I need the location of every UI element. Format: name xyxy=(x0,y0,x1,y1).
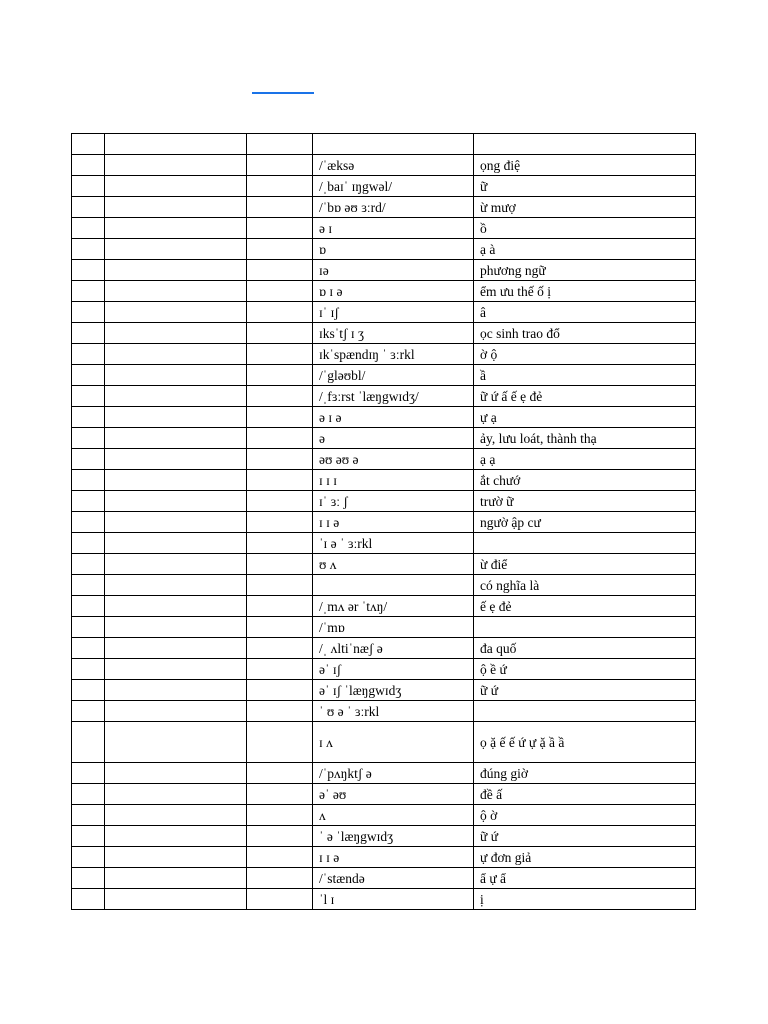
meaning-cell: ộ ờ xyxy=(474,805,696,826)
type-cell xyxy=(247,365,313,386)
type-cell xyxy=(247,826,313,847)
table-row xyxy=(72,763,696,784)
type-cell xyxy=(247,638,313,659)
number-cell xyxy=(72,784,105,805)
table-row xyxy=(72,323,696,344)
ipa-cell: /ˌ ʌltiˈnæʃ ə xyxy=(313,638,474,659)
table-row xyxy=(72,218,696,239)
word-cell xyxy=(105,260,247,281)
number-cell xyxy=(72,386,105,407)
word-cell xyxy=(105,407,247,428)
type-cell xyxy=(247,763,313,784)
ipa-cell: əʊ əʊ ə xyxy=(313,449,474,470)
meaning-cell: ữ ứ ấ ế ẹ đẻ xyxy=(474,386,696,407)
table-row xyxy=(72,386,696,407)
ipa-cell: ɪ ɪ ɪ xyxy=(313,470,474,491)
number-cell xyxy=(72,449,105,470)
word-cell xyxy=(105,554,247,575)
word-cell xyxy=(105,722,247,763)
number-cell xyxy=(72,344,105,365)
ipa-cell: /ˈpʌŋktʃ ə xyxy=(313,763,474,784)
word-cell xyxy=(105,239,247,260)
word-cell xyxy=(105,701,247,722)
table-row xyxy=(72,847,696,868)
table-row xyxy=(72,176,696,197)
ipa-cell: /ˌfɜːrst ˈlæŋgwɪdʒ/ xyxy=(313,386,474,407)
table-row xyxy=(72,617,696,638)
type-cell xyxy=(247,281,313,302)
number-cell xyxy=(72,826,105,847)
ipa-cell: ˈɪ ə ˈ ɜːrkl xyxy=(313,533,474,554)
table-row xyxy=(72,365,696,386)
type-cell xyxy=(247,260,313,281)
word-cell xyxy=(105,365,247,386)
meaning-cell: ọng điệ xyxy=(474,155,696,176)
meaning-cell: ểm ưu thế ố ị xyxy=(474,281,696,302)
meaning-cell xyxy=(474,533,696,554)
word-cell xyxy=(105,155,247,176)
word-cell xyxy=(105,805,247,826)
table-row xyxy=(72,722,696,763)
word-cell xyxy=(105,176,247,197)
type-cell xyxy=(247,847,313,868)
number-cell xyxy=(72,659,105,680)
table-row xyxy=(72,491,696,512)
meaning-cell: ừ mượ xyxy=(474,197,696,218)
meaning-cell: ị xyxy=(474,889,696,910)
word-cell xyxy=(105,512,247,533)
table-row xyxy=(72,680,696,701)
ipa-cell: /ˈæksə xyxy=(313,155,474,176)
table-row xyxy=(72,281,696,302)
type-cell xyxy=(247,722,313,763)
type-cell xyxy=(247,134,313,155)
number-cell xyxy=(72,428,105,449)
number-cell xyxy=(72,554,105,575)
number-cell xyxy=(72,134,105,155)
meaning-cell: ắt chướ xyxy=(474,470,696,491)
vocabulary-table xyxy=(71,133,696,910)
meaning-cell: có nghĩa là xyxy=(474,575,696,596)
type-cell xyxy=(247,617,313,638)
type-cell xyxy=(247,575,313,596)
meaning-cell: đúng giờ xyxy=(474,763,696,784)
hyperlink-underline[interactable] xyxy=(252,92,314,94)
meaning-cell: ữ xyxy=(474,176,696,197)
ipa-cell: ɒ xyxy=(313,239,474,260)
word-cell xyxy=(105,386,247,407)
meaning-cell: ờ ộ xyxy=(474,344,696,365)
word-cell xyxy=(105,470,247,491)
table-row xyxy=(72,134,696,155)
number-cell xyxy=(72,533,105,554)
number-cell xyxy=(72,722,105,763)
number-cell xyxy=(72,302,105,323)
meaning-cell: ự đơn giả xyxy=(474,847,696,868)
ipa-cell: ˈ ə ˈlæŋgwɪdʒ xyxy=(313,826,474,847)
number-cell xyxy=(72,407,105,428)
type-cell xyxy=(247,407,313,428)
ipa-cell: ʊ ʌ xyxy=(313,554,474,575)
table-row xyxy=(72,868,696,889)
meaning-cell: ừ điể xyxy=(474,554,696,575)
table-row xyxy=(72,239,696,260)
ipa-cell: ˈl ɪ xyxy=(313,889,474,910)
word-cell xyxy=(105,344,247,365)
meaning-cell: trườ ữ xyxy=(474,491,696,512)
ipa-cell: ə ɪ ə xyxy=(313,407,474,428)
meaning-cell: â xyxy=(474,302,696,323)
number-cell xyxy=(72,596,105,617)
number-cell xyxy=(72,197,105,218)
type-cell xyxy=(247,218,313,239)
ipa-cell: ə ɪ xyxy=(313,218,474,239)
word-cell xyxy=(105,134,247,155)
table-row xyxy=(72,260,696,281)
number-cell xyxy=(72,260,105,281)
number-cell xyxy=(72,239,105,260)
type-cell xyxy=(247,176,313,197)
meaning-cell: ạ à xyxy=(474,239,696,260)
type-cell xyxy=(247,239,313,260)
word-cell xyxy=(105,449,247,470)
meaning-cell: ữ ứ xyxy=(474,680,696,701)
type-cell xyxy=(247,889,313,910)
ipa-cell: ɪˈ ɪʃ xyxy=(313,302,474,323)
meaning-cell: đề ấ xyxy=(474,784,696,805)
type-cell xyxy=(247,533,313,554)
type-cell xyxy=(247,449,313,470)
table-row xyxy=(72,805,696,826)
word-cell xyxy=(105,197,247,218)
number-cell xyxy=(72,323,105,344)
ipa-cell: /ˈgləʊbl/ xyxy=(313,365,474,386)
table-row xyxy=(72,701,696,722)
type-cell xyxy=(247,805,313,826)
word-cell xyxy=(105,847,247,868)
ipa-cell: ɪkˈspændɪŋ ˈ ɜːrkl xyxy=(313,344,474,365)
number-cell xyxy=(72,155,105,176)
word-cell xyxy=(105,638,247,659)
meaning-cell: ngườ ập cư xyxy=(474,512,696,533)
ipa-cell: əˈ ɪʃ xyxy=(313,659,474,680)
number-cell xyxy=(72,491,105,512)
table-row xyxy=(72,470,696,491)
ipa-cell: /ˈmɒ xyxy=(313,617,474,638)
meaning-cell: ẩ ự ẩ xyxy=(474,868,696,889)
table-row xyxy=(72,889,696,910)
meaning-cell xyxy=(474,659,696,680)
type-cell xyxy=(247,197,313,218)
number-cell xyxy=(72,889,105,910)
table-row xyxy=(72,344,696,365)
number-cell xyxy=(72,617,105,638)
number-cell xyxy=(72,701,105,722)
number-cell xyxy=(72,763,105,784)
table-row xyxy=(72,554,696,575)
type-cell xyxy=(247,868,313,889)
ipa-cell: ɒ ɪ ə xyxy=(313,281,474,302)
type-cell xyxy=(247,491,313,512)
meaning-cell: ọc sinh trao đổ xyxy=(474,323,696,344)
ipa-cell xyxy=(313,575,474,596)
number-cell xyxy=(72,638,105,659)
table-row xyxy=(72,407,696,428)
type-cell xyxy=(247,784,313,805)
word-cell xyxy=(105,428,247,449)
word-cell xyxy=(105,763,247,784)
table-row xyxy=(72,533,696,554)
number-cell xyxy=(72,512,105,533)
ipa-cell: ɪə xyxy=(313,260,474,281)
type-cell xyxy=(247,386,313,407)
number-cell xyxy=(72,281,105,302)
table-row xyxy=(72,302,696,323)
number-cell xyxy=(72,847,105,868)
table-row xyxy=(72,659,696,680)
ipa-cell xyxy=(313,134,474,155)
word-cell xyxy=(105,826,247,847)
number-cell xyxy=(72,680,105,701)
table-row xyxy=(72,826,696,847)
word-cell xyxy=(105,218,247,239)
word-cell xyxy=(105,491,247,512)
word-cell xyxy=(105,302,247,323)
word-cell xyxy=(105,323,247,344)
number-cell xyxy=(72,575,105,596)
type-cell xyxy=(247,680,313,701)
type-cell xyxy=(247,659,313,680)
type-cell xyxy=(247,512,313,533)
meaning-cell xyxy=(474,134,696,155)
table-row xyxy=(72,449,696,470)
word-cell xyxy=(105,617,247,638)
ipa-cell: ɪ ɪ ə xyxy=(313,512,474,533)
ipa-cell: ɪ ɪ ə xyxy=(313,847,474,868)
ipa-cell: ɪ ʌ xyxy=(313,722,474,763)
table-row xyxy=(72,784,696,805)
word-cell xyxy=(105,889,247,910)
ipa-cell: /ˌbaɪˈ ɪŋgwəl/ xyxy=(313,176,474,197)
word-cell xyxy=(105,784,247,805)
ipa-cell: ˈ ʊ ə ˈ ɜːrkl xyxy=(313,701,474,722)
type-cell xyxy=(247,554,313,575)
meaning-text: ộ ề ứ xyxy=(480,661,507,677)
word-cell xyxy=(105,596,247,617)
ipa-cell: /ˈbɒ əʊ ɜːrd/ xyxy=(313,197,474,218)
number-cell xyxy=(72,218,105,239)
type-cell xyxy=(247,302,313,323)
meaning-cell: phương ngữ xyxy=(474,260,696,281)
ipa-cell: əˈ ɪʃ ˈlæŋgwɪdʒ xyxy=(313,680,474,701)
table-row xyxy=(72,575,696,596)
meaning-cell: ầ xyxy=(474,365,696,386)
word-cell xyxy=(105,575,247,596)
table-row xyxy=(72,512,696,533)
ipa-cell: /ˌmʌ ər ˈtʌŋ/ xyxy=(313,596,474,617)
word-cell xyxy=(105,680,247,701)
ipa-cell: ɪksˈtʃ ɪ ʒ xyxy=(313,323,474,344)
ipa-cell: /ˈstændə xyxy=(313,868,474,889)
table-row xyxy=(72,596,696,617)
meaning-cell: ồ xyxy=(474,218,696,239)
meaning-cell: ự ạ xyxy=(474,407,696,428)
meaning-cell: đa quố xyxy=(474,638,696,659)
table-row xyxy=(72,155,696,176)
type-cell xyxy=(247,323,313,344)
number-cell xyxy=(72,470,105,491)
vocabulary-table-body xyxy=(72,134,696,910)
table-row xyxy=(72,197,696,218)
meaning-cell xyxy=(474,617,696,638)
ipa-cell: ʌ xyxy=(313,805,474,826)
number-cell xyxy=(72,365,105,386)
word-cell xyxy=(105,533,247,554)
meaning-cell: ọ ặ ế ế ứ ự ặ ầ ầ xyxy=(474,722,696,763)
meaning-cell: ạ ạ xyxy=(474,449,696,470)
meaning-cell: ế ẹ đẻ xyxy=(474,596,696,617)
table-row xyxy=(72,428,696,449)
type-cell xyxy=(247,344,313,365)
type-cell xyxy=(247,428,313,449)
meaning-cell: ảy, lưu loát, thành thạ xyxy=(474,428,696,449)
number-cell xyxy=(72,176,105,197)
type-cell xyxy=(247,596,313,617)
ipa-cell: ɪˈ ɜː ʃ xyxy=(313,491,474,512)
type-cell xyxy=(247,701,313,722)
meaning-cell xyxy=(474,701,696,722)
type-cell xyxy=(247,155,313,176)
word-cell xyxy=(105,281,247,302)
number-cell xyxy=(72,868,105,889)
table-row xyxy=(72,638,696,659)
word-cell xyxy=(105,659,247,680)
ipa-cell: əˈ əʊ xyxy=(313,784,474,805)
type-cell xyxy=(247,470,313,491)
word-cell xyxy=(105,868,247,889)
number-cell xyxy=(72,805,105,826)
meaning-cell: ữ ứ xyxy=(474,826,696,847)
ipa-cell: ə xyxy=(313,428,474,449)
